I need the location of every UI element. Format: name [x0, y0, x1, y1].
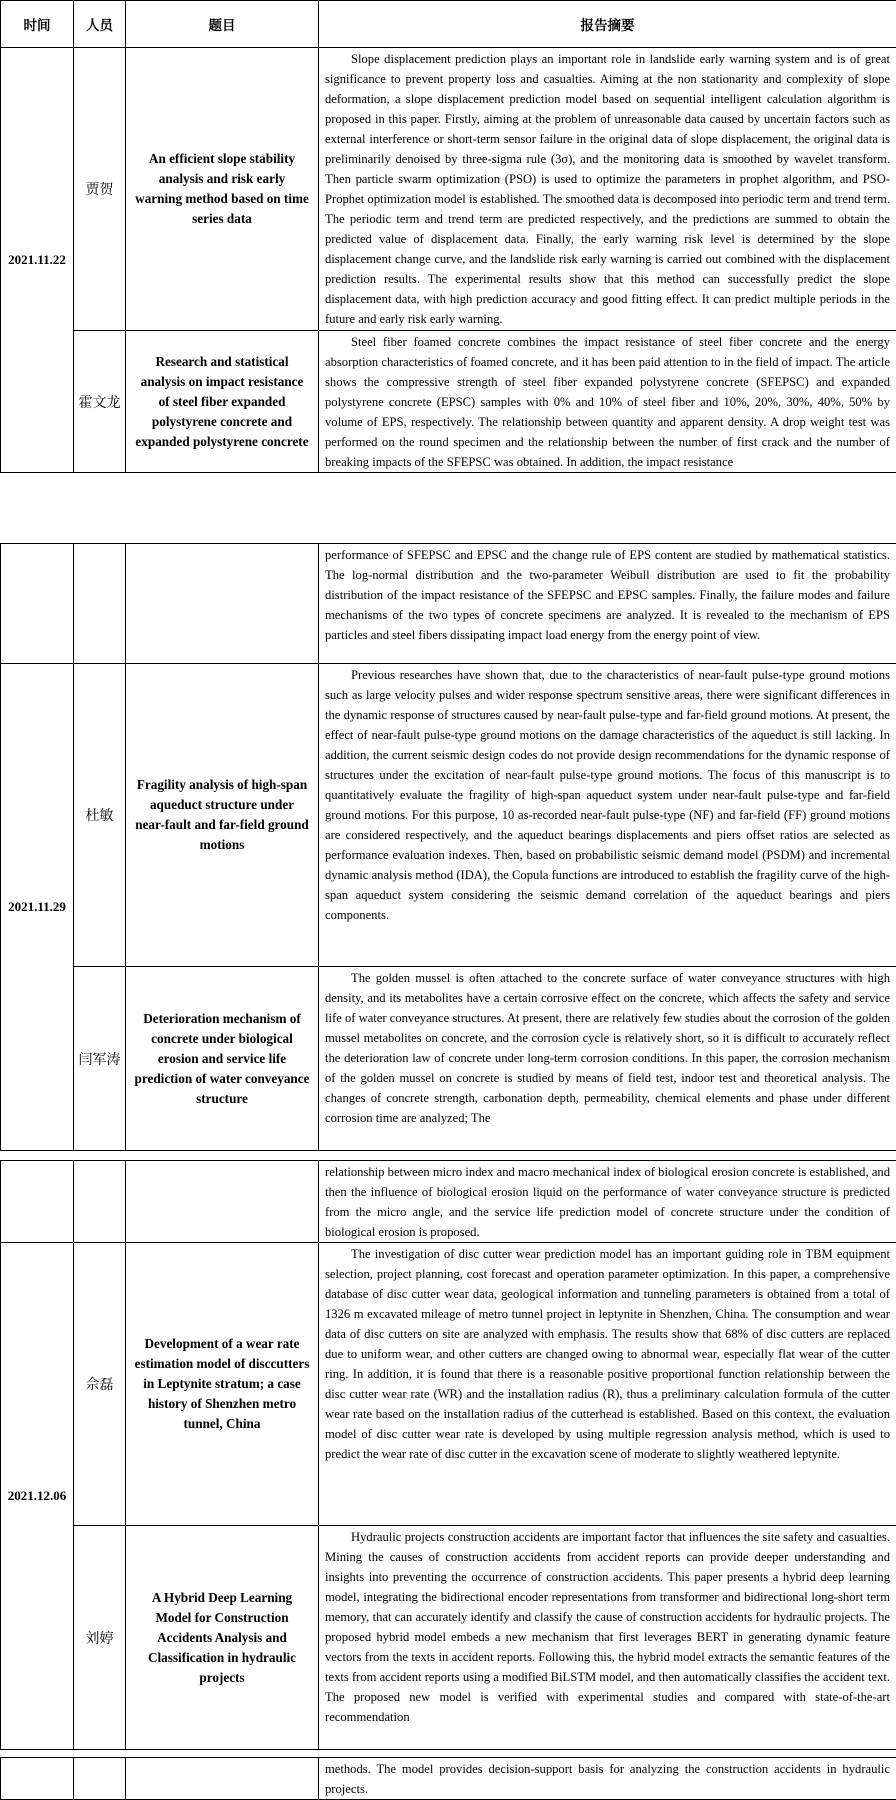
date-cell: 2021.11.22: [1, 48, 74, 473]
header-person: 人员: [74, 1, 126, 48]
empty-cell: [1, 544, 74, 664]
empty-cell: [126, 1161, 319, 1243]
abstract-text: Steel fiber foamed concrete combines the impact resistance of steel fiber concrete and the energy absorption characteristics of foamed concrete, and it has been paid attention to in the field of impact. The article shows the compressive strength of steel fiber expanded polystyrene concrete (SFEPSC) and expanded polystyrene concrete (EPSC) samples with 0% and 10% of steel fiber and 10%, 20%, 30%, 40%, 50% by volume of EPS, respectively. The relationship between quantity and apparent density. A drop weight test was performed on the round specimen and the relationship between the number of first crack and the number of breaking impacts of the SFEPSC was obtained. In addition, the impact resistance: [325, 332, 890, 471]
abstract-text: methods. The model provides decision-support basis for analyzing the construction accidents in hydraulic projects.: [325, 1759, 890, 1799]
empty-cell: [126, 1758, 319, 1800]
table-row: [1, 1161, 896, 1243]
empty-cell: [74, 544, 126, 664]
person-cell: 霍文龙: [74, 331, 126, 473]
abstract-text: The golden mussel is often attached to the concrete surface of water conveyance structures with high density, and its metabolites have a certain corrosive effect on the concrete, which affects the safety and service life of water conveyance structures. At present, there are relatively few studies about the corrosion of the golden mussel metabolites on concrete, and the corrosion cycle is relatively short, so it is difficult to accurately reflect the deterioration law of concrete under long-term corrosion conditions. In this paper, the corrosion mechanism of the golden mussel on concrete is studied by means of field test, indoor test and theoretical analysis. The changes of concrete strength, carbonation depth, permeability, chemical elements and phase under different corrosion time are analyzed; The: [325, 968, 890, 1149]
person-cell: 杜敏: [74, 664, 126, 967]
title-cell: Development of a wear rate estimation model of disccutters in Leptynite stratum; a case history of Shenzhen metro tunnel, China: [126, 1243, 319, 1526]
abstract-cell: [319, 967, 896, 1151]
header-time: 时间: [1, 1, 74, 48]
table-row: [1, 967, 896, 1151]
date-cell: 2021.11.29: [1, 664, 74, 1151]
title-cell: Fragility analysis of high-span aqueduct structure under near-fault and far-field ground motions: [126, 664, 319, 967]
abstract-cell: [319, 1526, 896, 1750]
report-table: [0, 1160, 896, 1750]
abstract-cell: [319, 664, 896, 967]
abstract-text: Previous researches have shown that, due to the characteristics of near-fault pulse-type ground motions such as large velocity pulses and wider response spectrum sensitive areas, there were significant differences in the dynamic response of structures caused by near-fault pulse-type and far-field ground motions. At present, the effect of near-fault pulse-type ground motions on the damage characteristics of the aqueduct is still lacking. In addition, the current seismic design codes do not provide design recommendations for the dynamic response of structures under the excitation of near-fault pulse-type ground motions. The focus of this manuscript is to quantitatively evaluate the fragility of high-span aqueduct system under near-fault pulse-type and far-field ground motions. For this purpose, 10 as-recorded near-fault pulse-type (NF) and far-field (FF) ground motions are considered respectively, and the aqueduct bearings displacements and piers offset ratios are selected as performance evaluation indexes. Then, based on probabilistic seismic demand model (PSDM) and incremental dynamic analysis method (IDA), the Copula functions are introduced to establish the fragility curve of the high-span aqueduct system considering the seismic demand correlation of the aqueduct bearings and piers components.: [325, 665, 890, 925]
abstract-text: Slope displacement prediction plays an important role in landslide early warning system and is of great significance to prevent property loss and casualties. Aiming at the non stationarity and complexity of slope deformation, a slope displacement prediction model based on sequential intelligent calculation algorithm is proposed in this paper. Firstly, aiming at the problem of unreasonable data caused by uncertain factors such as external interference or short-term sensor failure in the original data of slope displacement, the original data is preliminarily denoised by three-sigma rule (3σ), and the monitoring data is smoothed by wavelet transform. Then particle swarm optimization (PSO) is used to optimize the parameters in prophet algorithm, and PSO-Prophet optimization model is established. The smoothed data is decomposed into periodic term and trend term. The periodic term and trend term are predicted respectively, and the predictions are summed to obtain the predicted value of displacement data. Finally, the early warning risk level is determined by the slope displacement change curve, and the landslide risk early warning is carried out combined with the displacement prediction results. The experimental results show that this method can successfully predict the slope displacement data, with high prediction accuracy and good fitting effect. It can predict multiple periods in the future and early risk early warning.: [325, 49, 890, 329]
report-table: [0, 543, 896, 1151]
title-cell: Deterioration mechanism of concrete under biological erosion and service life prediction of water conveyance structure: [126, 967, 319, 1151]
table-row: [1, 544, 896, 664]
abstract-text: Hydraulic projects construction accidents are important factor that influences the site safety and casualties. Mining the causes of construction accidents from accident reports can provide deeper understanding and insights into preventing the occurrence of construction accidents. This paper presents a hybrid deep learning model, integrating the bidirectional encoder representations from transformer and bidirectional long-short term memory, that can accurately identify and classify the cause of construction accidents for hydraulic projects. The proposed hybrid model embeds a new mechanism that first leverages BERT in generating dynamic feature vectors from the texts in accident reports. Following this, the hybrid model extracts the semantic features of the texts from accident reports using a modified BiLSTM model, and then automatically classifies the accident text. The proposed new model is verified with experimental studies and compared with state-of-the-art recommendation: [325, 1527, 890, 1748]
abstract-cell: [319, 1161, 896, 1243]
empty-cell: [74, 1161, 126, 1243]
table-row: [1, 664, 896, 967]
empty-cell: [1, 1161, 74, 1243]
title-cell: Research and statistical analysis on impact resistance of steel fiber expanded polystyrene concrete and expanded polystyrene concrete: [126, 331, 319, 473]
date-cell: 2021.12.06: [1, 1243, 74, 1750]
table-row: [1, 1243, 896, 1526]
abstract-text: The investigation of disc cutter wear prediction model has an important guiding role in TBM equipment selection, project planning, cost forecast and operation parameter optimization. In this paper, a comprehensive database of disc cutter wear data, geological information and tunneling parameters is obtained from a total of 1326 m excavated mileage of metro tunnel project in leptynite in Shenzhen, China. The consumption and wear data of disc cutters on site are analyzed with emphasis. The results show that 68% of disc cutters are replaced due to uniform wear, and other cutters are changed owing to abnormal wear, especially flat wear of the cutter ring. In addition, it is found that there is a reasonable positive proportional function relationship between the disc cutter wear rate (WR) and the installation radius (R), thus a preliminary calculation formula of the cutter wear rate based on the installation radius of the cutterhead is established. Based on this context, the evaluation model of disc cutter wear rate is developed by using multiple regression analysis method, which is used to predict the wear rate of disc cutter in the excavation scene of moderate to slightly weathered leptynite.: [325, 1244, 890, 1464]
abstract-cell: [319, 1758, 896, 1800]
header-abstract: 报告摘要: [319, 1, 896, 48]
header-title: 题目: [126, 1, 319, 48]
title-cell: An efficient slope stability analysis and risk early warning method based on time series data: [126, 48, 319, 331]
empty-cell: [74, 1758, 126, 1800]
empty-cell: [1, 1758, 74, 1800]
abstract-text: relationship between micro index and macro mechanical index of biological erosion concrete is established, and then the influence of biological erosion liquid on the performance of water conveyance structure is predicted from the micro angle, and the service life prediction model of concrete structure under the condition of biological erosion is proposed.: [325, 1162, 890, 1242]
report-table: [0, 1757, 896, 1800]
person-cell: 刘婷: [74, 1526, 126, 1750]
table-row: [1, 48, 896, 331]
report-table: [0, 0, 896, 473]
page-3: [0, 1160, 896, 1750]
table-row: [1, 1758, 896, 1800]
abstract-cell: [319, 331, 896, 473]
table-row: [1, 1526, 896, 1750]
person-cell: 闫军涛: [74, 967, 126, 1151]
person-cell: 佘磊: [74, 1243, 126, 1526]
page-1: [0, 0, 896, 473]
abstract-cell: [319, 544, 896, 664]
title-cell: A Hybrid Deep Learning Model for Construction Accidents Analysis and Classification in hydraulic projects: [126, 1526, 319, 1750]
table-row: [1, 331, 896, 473]
page-2: [0, 543, 896, 1151]
header-row: [1, 1, 896, 48]
empty-cell: [126, 544, 319, 664]
abstract-text: performance of SFEPSC and EPSC and the change rule of EPS content are studied by mathematical statistics. The log-normal distribution and the two-parameter Weibull distribution are used to fit the probability distribution of the impact resistance of the SFEPSC and EPSC samples. Finally, the failure modes and failure mechanisms of the two types of concrete specimens are analyzed. It is revealed to the mechanism of EPS particles and steel fibers dissipating impact load energy from the energy point of view.: [325, 545, 890, 645]
page-4: [0, 1757, 896, 1800]
person-cell: 贾贺: [74, 48, 126, 331]
abstract-cell: [319, 48, 896, 331]
abstract-cell: [319, 1243, 896, 1526]
